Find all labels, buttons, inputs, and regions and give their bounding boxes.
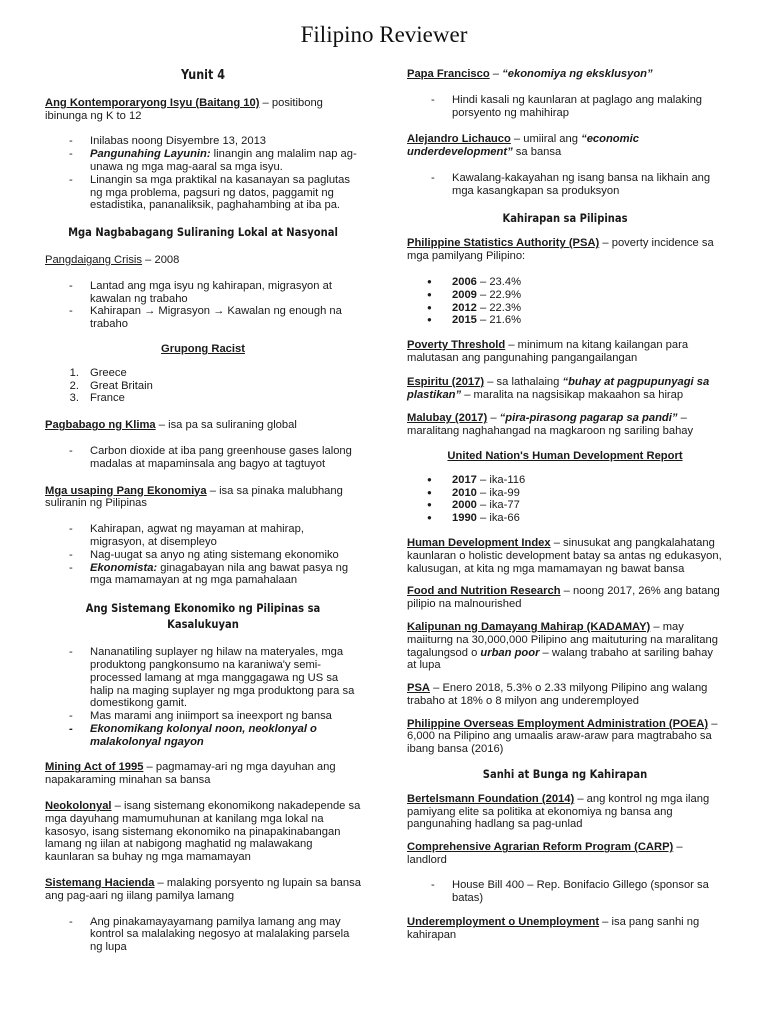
value: – ika-77 (476, 499, 520, 512)
entry-psa-2018 (407, 682, 723, 708)
list-item (45, 367, 361, 380)
list-item (407, 289, 723, 302)
definition: – positibong ibinunga ng K to 12 (45, 96, 323, 122)
definition: – umiiral ang (510, 133, 582, 146)
list-item (45, 392, 361, 405)
list-grupong-racist (45, 367, 361, 405)
entry-pagbabago-ng-klima (45, 419, 361, 432)
value: – 22.9% (476, 288, 522, 301)
term: Pangunahing Layunin: (90, 148, 211, 161)
list-item (407, 499, 723, 512)
list-item (407, 276, 723, 289)
value: – 22.3% (476, 301, 522, 314)
definition: – poverty incidence sa mga pamilyang Pilipino: (407, 237, 714, 263)
entry-hdi (407, 537, 723, 575)
list-hdr-rank (407, 474, 723, 525)
heading-suliranin: Mga Nagbabagang Suliraning Lokal at Nasyonal (68, 225, 338, 240)
quote: urban poor (480, 646, 540, 659)
term: Philippine Overseas Employment Administration (POEA) (407, 717, 709, 730)
definition: – 2008 (142, 253, 180, 266)
heading-grupong-racist: Grupong Racist (161, 342, 245, 355)
list-item (407, 512, 723, 525)
term: Kalipunan ng Damayang Mahirap (KADAMAY) (407, 620, 651, 633)
list-number: 3. (69, 392, 79, 405)
entry-bertelsmann (407, 793, 723, 831)
entry-papa-francisco (407, 68, 723, 81)
list-item: - Mas marami ang iniimport sa ineexport ng bansa (45, 710, 361, 723)
term: Food and Nutrition Research (407, 585, 561, 598)
year: 2006 (452, 275, 477, 288)
list-item: - Nananatiling suplayer ng hilaw na materyales, mga produktong pangkonsumo na karaniwa'y semi-processed lamang at mga manggagawa ng US sa halip na maging suplayer ng mga produktong para sa domestikong gamit. (45, 646, 361, 710)
entry-psa (407, 237, 723, 263)
definition: sa bansa (512, 146, 562, 159)
page-title: Filipino Reviewer (300, 22, 468, 47)
definition: – maralita na nagsisikap makaahon sa hirap (461, 388, 684, 401)
definition: – sa lathalaing (484, 375, 563, 388)
quote: “pira-pirasong pagarap sa pandi” (499, 412, 678, 425)
definition: – ang kontrol ng mga ilang pamiyang elite sa politika at ekonomiya ng bansa ang pangunahing hadlang sa pag-unlad (407, 792, 710, 831)
list-text: France (90, 392, 125, 405)
heading-yunit: Yunit 4 (180, 68, 226, 83)
list-item: - Ekonomikang kolonyal noon, neoklonyal o malakolonyal ngayon (45, 723, 361, 749)
list-item: - Kawalang-kakayahan ng isang bansa na likhain ang mga kasangkapan sa produksyon (407, 172, 723, 198)
term: Poverty Threshold (407, 339, 506, 352)
definition: – sinusukat ang pangkalahatang kaunlaran o holistic development batay sa antas ng edukasyon, kalusugan, at kita ng mga mamamayan ng bawat bansa (407, 536, 722, 575)
year: 2015 (452, 314, 477, 327)
definition: – pagmamay-ari ng mga dayuhan ang napakaraming minahan sa bansa (45, 761, 336, 787)
list-usaping-ekonomiya (45, 523, 361, 587)
value: – ika-99 (476, 486, 520, 499)
definition: – noong 2017, 26% ang batang pilipio na malnourished (407, 585, 720, 611)
definition: – (487, 412, 500, 425)
list-item: - Ang pinakamayayamang pamilya lamang ang may kontrol sa malalaking negosyo at malalaking parsela ng lupa (45, 916, 361, 954)
list-number: 1. (69, 366, 79, 379)
entry-carp (407, 841, 723, 867)
list-item (45, 148, 361, 174)
term: Espiritu (2017) (407, 375, 485, 388)
list-item (45, 380, 361, 393)
entry-malubay (407, 412, 723, 438)
entry-underemployment (407, 916, 723, 942)
list-sistemang-hacienda (45, 916, 361, 954)
entry-kontemporaryong-isyu (45, 97, 361, 123)
term: Pagbabago ng Klima (45, 419, 156, 432)
list-item (45, 562, 361, 588)
entry-food-nutrition (407, 585, 723, 611)
entry-espiritu (407, 376, 723, 402)
heading-undp: United Nation's Human Development Report (447, 449, 683, 462)
list-poverty-incidence (407, 276, 723, 327)
entry-sistemang-hacienda (45, 877, 361, 903)
definition: – walang trabaho at sariling bahay at lupa (407, 646, 713, 672)
term: Comprehensive Agrarian Reform Program (CARP) (407, 841, 674, 854)
definition: ginagabayan nila ang bawat pasya ng mga mamamayan at ng mga pamahalaan (90, 561, 349, 587)
list-item: - Inilabas noong Disyembre 13, 2013 (45, 135, 361, 148)
entry-poverty-threshold (407, 339, 723, 365)
value: – ika-66 (476, 512, 520, 525)
value: – 23.4% (476, 275, 522, 288)
definition: – minimum na kitang kailangan para malutasan ang pangunahing pangangailangan (407, 339, 689, 364)
entry-poea (407, 718, 723, 756)
term: Human Development Index (407, 536, 551, 549)
quote: “buhay at pagpupunyagi sa plastikan” (407, 375, 710, 401)
list-item: - Lantad ang mga isyu ng kahirapan, migrasyon at kawalan ng trabaho (45, 280, 361, 306)
list-number: 2. (69, 379, 79, 392)
entry-mining-act (45, 761, 361, 787)
entry-usaping-ekonomiya (45, 485, 361, 511)
heading-sanhi: Sanhi at Bunga ng Kahirapan (482, 767, 648, 782)
entry-neokolonyal (45, 800, 361, 864)
term: Mga usaping Pang Ekonomiya (45, 484, 207, 497)
definition: – Enero 2018, 5.3% o 2.33 milyong Pilipino ang walang trabaho at 18% o 8 milyon ang underemployed (407, 682, 708, 707)
year: 2017 (452, 473, 477, 486)
term: Malubay (2017) (407, 412, 488, 425)
list-papa-francisco (407, 94, 723, 120)
left-column (45, 70, 361, 954)
list-lichauco (407, 172, 723, 198)
definition: – isa pang sanhi ng kahirapan (407, 916, 700, 942)
year: 1990 (452, 512, 477, 525)
definition: – landlord (407, 841, 683, 867)
term: Pangdaigang Crisis (45, 253, 143, 266)
term: Ekonomista: (90, 561, 158, 574)
term: Papa Francisco (407, 68, 490, 80)
list-carp (407, 879, 723, 905)
year: 2000 (452, 499, 477, 512)
definition: – maralitang naghahangad na magkaroon ng sariling bahay (407, 412, 694, 438)
year: 2010 (452, 486, 477, 499)
list-text: Greece (90, 366, 127, 379)
year: 2009 (452, 288, 477, 301)
value: – 21.6% (476, 314, 522, 327)
year: 2012 (452, 301, 477, 314)
term: PSA (407, 682, 431, 695)
definition: linangin ang malalim nap ag-unawa ng mga mag-aaral sa mga isyu. (90, 148, 357, 173)
term: Neokolonyal (45, 800, 112, 813)
term: Bertelsmann Foundation (2014) (407, 792, 575, 805)
term: Mining Act of 1995 (45, 761, 144, 774)
definition: – isa sa pinaka malubhang suliranin ng Pilipinas (45, 484, 343, 510)
list-sistemang-ekonomiko (45, 646, 361, 748)
list-item (407, 474, 723, 487)
list-item (407, 487, 723, 500)
list-text: Great Britain (90, 379, 153, 392)
list-item: - Nag-uugat sa anyo ng ating sistemang ekonomiko (45, 549, 361, 562)
list-pangdaigang-crisis (45, 280, 361, 331)
list-item: - Linangin sa mga praktikal na kasanayan sa paglutas ng mga problema, pagsuri ng datos, paggamit ng estadistika, pananaliksik, paghahambing at iba pa. (45, 174, 361, 212)
list-item: - Kahirapan → Migrasyon → Kawalan ng enough na trabaho (45, 305, 361, 331)
term: Ang Kontemporaryong Isyu (Baitang 10) (45, 96, 260, 109)
quote: “ekonomiya ng eksklusyon” (502, 68, 653, 80)
list-item: - House Bill 400 – Rep. Bonifacio Gillego (sponsor sa batas) (407, 879, 723, 905)
list-item: - Kahirapan, agwat ng mayaman at mahirap, migrasyon, at disempleyo (45, 523, 361, 549)
entry-kadamay (407, 621, 723, 672)
list-item (407, 314, 723, 327)
term: Philippine Statistics Authority (PSA) (407, 237, 600, 250)
term: Underemployment o Unemployment (407, 916, 600, 929)
entry-lichauco (407, 133, 723, 159)
list-item: - Carbon dioxide at iba pang greenhouse gases lalong madalas at mapaminsala ang bagyo at tagtuyot (45, 445, 361, 471)
quote: “economic underdevelopment” (407, 133, 639, 159)
term: Sistemang Hacienda (45, 877, 155, 890)
list-item (407, 302, 723, 315)
list-kontemporaryong-isyu (45, 135, 361, 212)
list-item: - Hindi kasali ng kaunlaran at paglago ang malaking porsyento ng mahihirap (407, 94, 723, 120)
definition: – may maiiturng na 30,000,000 Pilipino ang maituturing na maralitang tagalungsod o (407, 620, 718, 659)
heading-kahirapan: Kahirapan sa Pilipinas (502, 210, 628, 225)
definition: – isang sistemang ekonomikong nakadepende sa mga dayuhang mamumuhunan at kanilang mga lokal na kasosyo, isang sistemang ekonomiko na pinapakinabangan lamang ng iilan at nabigong maghatid ng malawakang kaunlaran sa buhay ng mga mamamayan (45, 800, 361, 864)
definition: – (489, 68, 503, 80)
definition: – malaking porsyento ng lupain sa bansa ang pag-aari ng iilang pamilya lamang (45, 877, 361, 902)
definition: – 6,000 na Pilipino ang umaalis araw-araw para magtrabaho sa ibang bansa (2016) (407, 717, 718, 756)
term: Alejandro Lichauco (407, 133, 511, 146)
entry-pangdaigang-crisis (45, 254, 361, 267)
value: – ika-116 (476, 473, 526, 486)
heading-sistemang-ekonomiko: Ang Sistemang Ekonomiko ng Pilipinas sa Kasalukuyan (85, 601, 321, 632)
list-pagbabago-ng-klima (45, 445, 361, 471)
right-column (407, 68, 723, 942)
definition: – isa pa sa suliraning global (155, 419, 297, 432)
